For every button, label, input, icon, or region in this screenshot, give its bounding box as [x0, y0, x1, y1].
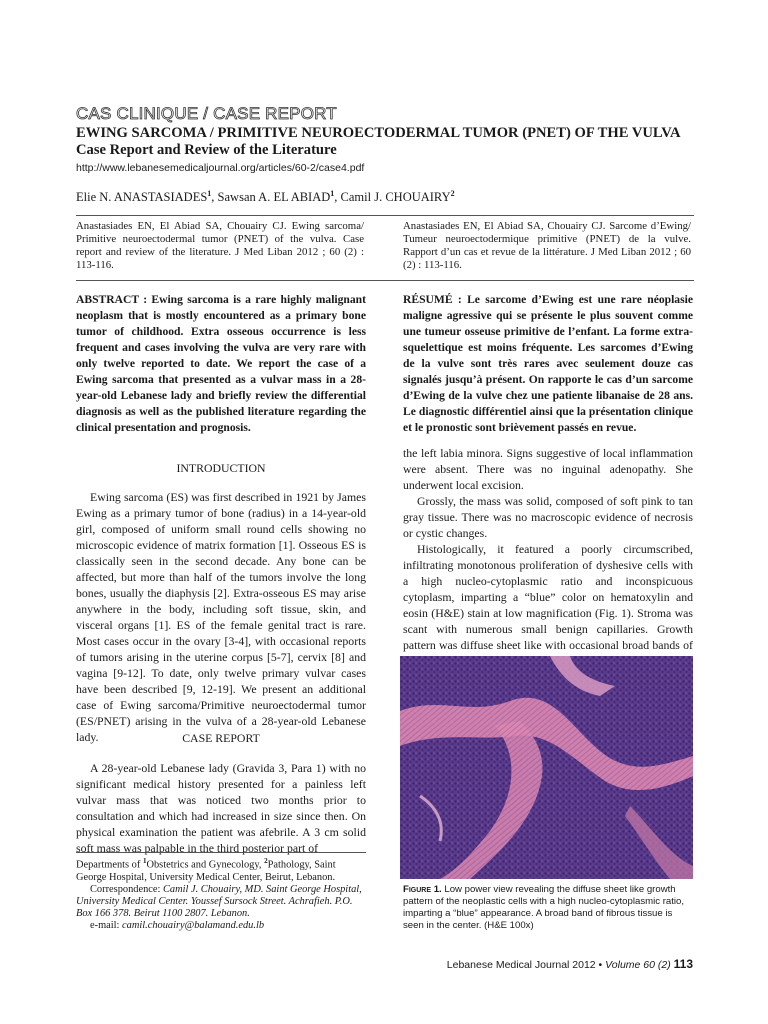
- right-column-text: [403, 445, 693, 669]
- case-paragraph: A 28-year-old Lebanese lady (Gravida 3, Para 1) with no significant medical history presented for a painless left vulvar mass that was noticed two months prior to consultation and which had increased in size since then. On physical examination the patient was afebrile. A 3 cm solid soft mass was palpable in the third posterior part of: [76, 761, 366, 855]
- case-report-text: [76, 760, 366, 856]
- heading-case-report: CASE REPORT: [182, 731, 260, 745]
- figure-label: Figure 1.: [403, 884, 442, 895]
- correspondence: [76, 884, 366, 921]
- citation-french: Anastasiades EN, El Abiad SA, Chouairy CJ. Sarcome d’Ewing/ Tumeur neuroectodermique primitive (PNET) de la vulve. Rapport d’un cas et revue de la littérature. J Med Liban 2012 ; 60 (2) : 113-116.: [403, 220, 691, 271]
- page-number: 113: [673, 957, 693, 971]
- figure-caption-text: Low power view revealing the diffuse sheet like growth pattern of the neoplastic cells with a high nucleo-cytoplasmic ratio, imparting a “blue” appearance. A broad band of fibrous tissue is seen in the center. (H&E 100x): [403, 884, 685, 931]
- author-2-affil: 1: [330, 189, 335, 198]
- right-paragraph-1: the left labia minora. Signs suggestive of local inflammation were absent. There was no inguinal adenopathy. She underwent local excision.: [403, 446, 693, 492]
- article-title: [76, 125, 716, 158]
- author-list: Elie N. ANASTASIADES$^1$, Sawsan A. EL ABIAD$^1$, Camil J. CHOUAIRY$^2$: [76, 189, 455, 205]
- page-footer: [440, 957, 693, 971]
- citation-english: Anastasiades EN, El Abiad SA, Chouairy CJ. Ewing sarcoma/ Primitive neuroectodermal tumor (PNET) of the vulva. Case report and review of the literature. J Med Liban 2012 ; 60 (2) : 113-116.: [76, 220, 364, 271]
- abstract-french: RÉSUMÉ : Le sarcome d’Ewing est une rare néoplasie maligne agressive qui se présente le plus souvent comme une tumeur osseuse primitive de l’enfant. La forme extra-squelettique est moins fréquente. Les sarcomes d’Ewing de la vulve sont très rares avec seulement douze cas signalés jusqu’à présent. On rapporte le cas d’un sarcome d’Ewing de la vulve chez une patiente libanaise de 28 ans. Le diagnostic différentiel ainsi que la présentation clinique et le pronostic sont brièvement passés en revue.: [403, 293, 693, 434]
- author-1-affil: 1: [207, 189, 212, 198]
- affil-prefix: Departments of: [76, 859, 143, 871]
- affil-sup-1: 1: [142, 857, 147, 865]
- article-url[interactable]: http://www.lebanesemedicaljournal.org/articles/60-2/case4.pdf: [76, 162, 365, 174]
- histology-figure: [400, 656, 693, 879]
- author-1: Elie N. ANASTASIADES: [76, 190, 208, 205]
- footnote-divider: [76, 852, 366, 853]
- correspondence-label: Correspondence:: [90, 883, 163, 895]
- affil-dept-1: Obstetrics and Gynecology,: [146, 859, 265, 871]
- intro-paragraph: Ewing sarcoma (ES) was first described in 1921 by James Ewing as a primary tumor of bone (radius) in a 14-year-old girl, composed of uniform small round cells showing no microscopic evidence of matrix formation [1]. Osseous ES is classically seen in the second decade. Any bone can be affected, but more than half of the tumors involve the long bones, usually the diaphysis [2]. Extra-osseous ES may arise anywhere in the body, including soft tissue, skin, and visceral organs [1]. ES of the female genital tract is rare. Most cases occur in the ovary [3-4], with occasional reports of tumors arising in the uterine corpus [5-7], cervix [8] and vagina [9-12]. To date, only twelve primary vulvar cases have been described [9, 12-19]. We present an additional case of Ewing sarcoma/Primitive neuroectodermal tumor (ES/PNET) arising in the vulva of a 28-year-old Lebanese lady.: [76, 490, 366, 744]
- divider-top: [76, 215, 694, 216]
- journal-name: Lebanese Medical Journal 2012 •: [446, 959, 606, 971]
- affiliation-footnote: [76, 855, 366, 933]
- heading-introduction: INTRODUCTION: [176, 461, 266, 475]
- abstract-english: ABSTRACT : Ewing sarcoma is a rare highly malignant neoplasm that is mostly encountered as a primary bone tumor of childhood. Extra osseous occurrence is less frequent and cases involving the vulva are very rare with only twelve reported to date. We report the case of a Ewing sarcoma that presented as a vulvar mass in a 28-year-old Lebanese lady and briefly review the differential diagnosis as well as the published literature regarding the clinical presentation and prognosis.: [76, 293, 366, 434]
- author-2: Sawsan A. EL ABIAD: [217, 190, 331, 205]
- divider-citation: [76, 280, 694, 281]
- affil-dept-2: Pathology, Saint George Hospital, University Medical Center, Beirut, Lebanon.: [76, 859, 336, 883]
- correspondence-text: Camil J. Chouairy, MD. Saint George Hospital, University Medical Center. Youssef Sursock Street. Achrafieh. P.O. Box 166 378. Beirut 1100 2807. Lebanon.: [76, 883, 362, 920]
- right-paragraph-3: Histologically, it featured a poorly circumscribed, infiltrating monotonous proliferation of dyshesive cells with a high nucleo-cytoplasmic ratio and inconspicuous cytoplasm, imparting a “blue” color on hematoxylin and eosin (H&E) stain at low magnification (Fig. 1). Stroma was scant with numerous small benign capillaries. Growth pattern was diffuse sheet like with occasional broad bands of: [403, 542, 693, 652]
- title-line-2: Case Report and Review of the Literature: [76, 141, 337, 158]
- figure-caption: [403, 884, 693, 932]
- author-3-affil: 2: [450, 189, 455, 198]
- email-label: e-mail:: [90, 920, 123, 932]
- histology-image: [400, 656, 693, 879]
- section-label: CAS CLINIQUE / CASE REPORT: [76, 104, 337, 123]
- affil-sup-2: 2: [264, 857, 268, 865]
- author-3: Camil J. CHOUAIRY: [340, 190, 451, 205]
- title-line-1: EWING SARCOMA / PRIMITIVE NEUROECTODERMAL TUMOR (PNET) OF THE VULVA: [76, 125, 681, 141]
- introduction-text: [76, 489, 366, 745]
- email-line: [76, 920, 366, 932]
- journal-volume: Volume 60 (2): [605, 959, 671, 971]
- right-paragraph-2: Grossly, the mass was solid, composed of soft pink to tan gray tissue. There was no macroscopic evidence of necrosis or cystic changes.: [403, 494, 693, 540]
- affiliations: [76, 855, 366, 884]
- email-link[interactable]: camil.chouairy@balamand.edu.lb: [122, 920, 265, 932]
